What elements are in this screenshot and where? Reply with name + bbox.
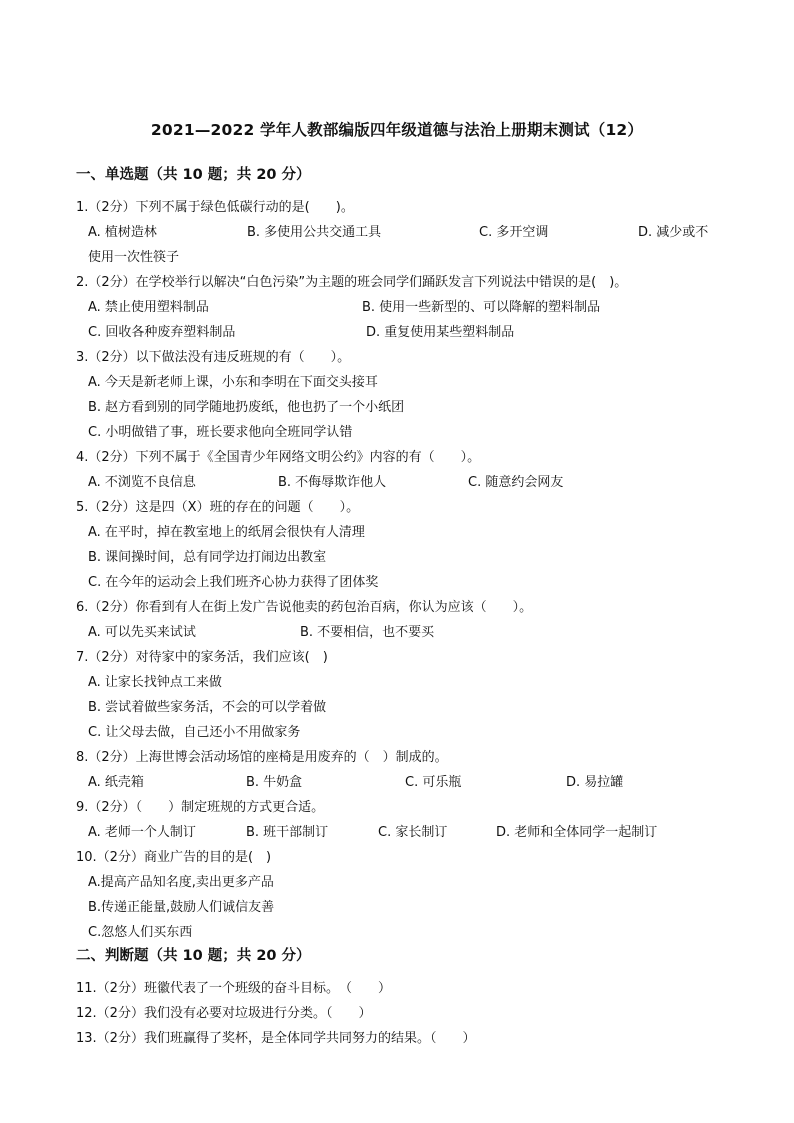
- section-heading-single-choice: 一、单选题（共 10 题；共 20 分）: [76, 167, 311, 183]
- section-heading-true-false: 二、判断题（共 10 题；共 20 分）: [76, 948, 311, 964]
- option: A. 老师一个人制订: [88, 825, 196, 840]
- question-stem: 7.（2分）对待家中的家务活，我们应该( ): [76, 650, 328, 665]
- option: C. 多开空调: [479, 225, 549, 240]
- option: C. 让父母去做，自己还小不用做家务: [88, 725, 301, 740]
- option: B. 班干部制订: [246, 825, 329, 840]
- option: A. 纸壳箱: [88, 775, 144, 790]
- option: B. 不要相信，也不要买: [300, 625, 435, 640]
- option: D. 易拉罐: [566, 775, 624, 790]
- option: C. 回收各种废弃塑料制品: [88, 325, 236, 340]
- option: A. 禁止使用塑料制品: [88, 300, 209, 315]
- question-stem: 6.（2分）你看到有人在街上发广告说他卖的药包治百病，你认为应该（ ）。: [76, 600, 533, 615]
- question-stem: 12.（2分）我们没有必要对垃圾进行分类。（ ）: [76, 1006, 372, 1021]
- option: B. 牛奶盒: [246, 775, 303, 790]
- question-stem: 4.（2分）下列不属于《全国青少年网络文明公约》内容的有（ ）。: [76, 450, 481, 465]
- question-stem: 5.（2分）这是四（X）班的存在的问题（ ）。: [76, 500, 360, 515]
- question-stem: 11.（2分）班徽代表了一个班级的奋斗目标。 （ ）: [76, 981, 391, 996]
- question-stem: 2.（2分）在学校举行以解决“白色污染”为主题的班会同学们踊跃发言下列说法中错误的是( )。: [76, 275, 628, 290]
- page-title: 2021—2022 学年人教部编版四年级道德与法治上册期末测试（12）: [150, 121, 644, 139]
- question-stem: 13.（2分）我们班赢得了奖杯，是全体同学共同努力的结果。（ ）: [76, 1031, 476, 1046]
- option: A. 让家长找钟点工来做: [88, 675, 222, 690]
- option: D. 重复使用某些塑料制品: [366, 325, 515, 340]
- option: A. 植树造林: [88, 225, 157, 240]
- question-stem: 9.（2分）（ ）制定班规的方式更合适。: [76, 800, 325, 815]
- option: B. 不侮辱欺诈他人: [278, 475, 387, 490]
- option: C. 家长制订: [378, 825, 448, 840]
- option: C. 随意约会网友: [468, 475, 564, 490]
- option: C.忽悠人们买东西: [88, 925, 193, 940]
- question-stem: 10.（2分）商业广告的目的是( ): [76, 850, 272, 865]
- question-stem: 3.（2分）以下做法没有违反班规的有（ ）。: [76, 350, 351, 365]
- option: A.提高产品知名度,卖出更多产品: [88, 875, 274, 890]
- option: D. 减少或不: [638, 225, 709, 240]
- option: B. 赵方看到别的同学随地扔废纸，他也扔了一个小纸团: [88, 400, 405, 415]
- question-stem: 8.（2分）上海世博会活动场馆的座椅是用废弃的（ ）制成的。: [76, 750, 448, 765]
- option: B. 多使用公共交通工具: [247, 225, 382, 240]
- option: A. 今天是新老师上课，小东和李明在下面交头接耳: [88, 375, 378, 390]
- option: A. 可以先买来试试: [88, 625, 196, 640]
- option: A. 在平时，掉在教室地上的纸屑会很快有人清理: [88, 525, 365, 540]
- option: D. 老师和全体同学一起制订: [496, 825, 658, 840]
- option: C. 小明做错了事，班长要求他向全班同学认错: [88, 425, 353, 440]
- option: C. 可乐瓶: [405, 775, 462, 790]
- option: B. 使用一些新型的、可以降解的塑料制品: [362, 300, 601, 315]
- option: A. 不浏览不良信息: [88, 475, 196, 490]
- option: B. 尝试着做些家务活，不会的可以学着做: [88, 700, 327, 715]
- question-stem: 1.（2分）下列不属于绿色低碳行动的是( )。: [76, 200, 354, 215]
- option: C. 在今年的运动会上我们班齐心协力获得了团体奖: [88, 575, 379, 590]
- option: B. 课间操时间，总有同学边打闹边出教室: [88, 550, 327, 565]
- option-continuation: 使用一次性筷子: [88, 250, 180, 265]
- option: B.传递正能量,鼓励人们诚信友善: [88, 900, 275, 915]
